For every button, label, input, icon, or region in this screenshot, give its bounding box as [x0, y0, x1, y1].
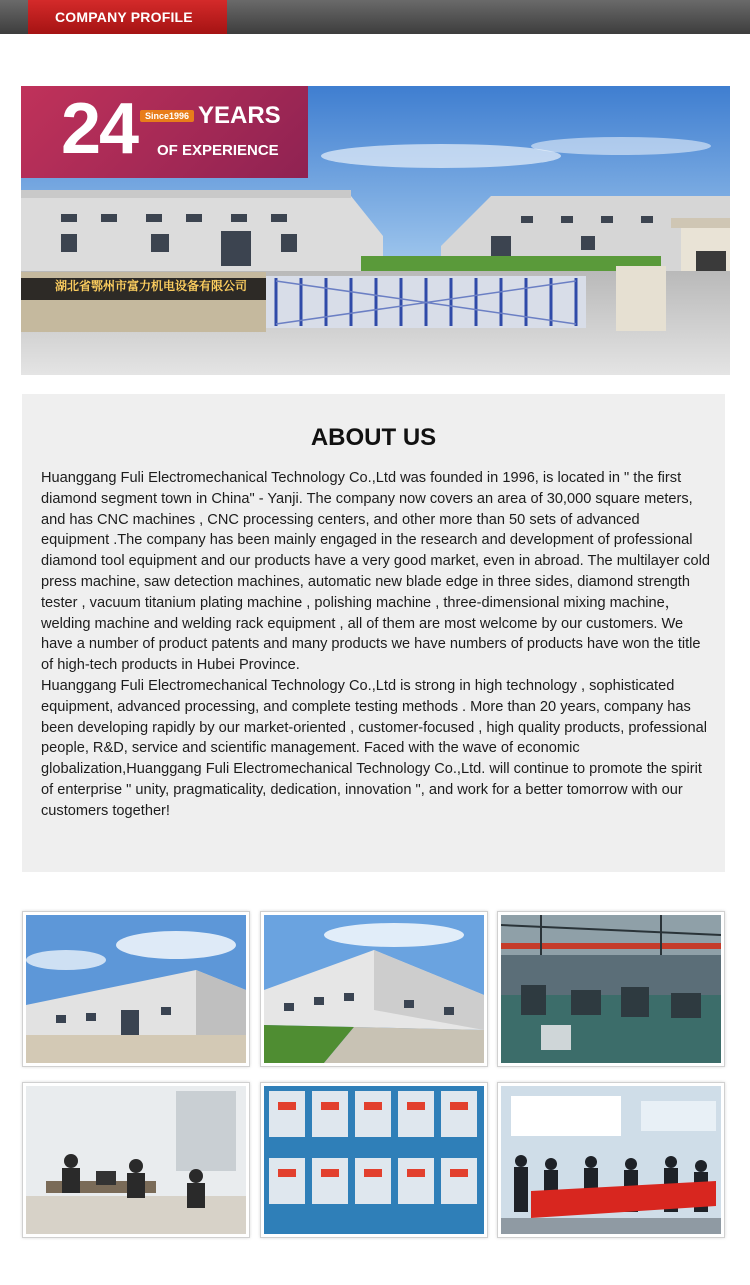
since-label: Since1996	[140, 110, 194, 122]
exhibition-image	[501, 1086, 721, 1234]
factory-banner	[21, 86, 730, 375]
workshop-interior-photo[interactable]	[497, 911, 725, 1067]
factory-side-image	[264, 915, 484, 1063]
machines-image	[264, 1086, 484, 1234]
experience-label: OF EXPERIENCE	[157, 142, 279, 159]
about-us-panel	[22, 394, 725, 872]
about-us-title: ABOUT US	[310, 424, 437, 451]
about-paragraph-1: Huanggang Fuli Electromechanical Technology Co.,Ltd was founded in 1996, is located in " the first diamond segment town in China" - Yanji. The company now covers an area of 30,000 square meters, and has CNC machines , CNC processing centers, and other more than 50 sets of advanced equipment .The company has been mainly engaged in the research and development of professional diamond tool equipment and our products have a very good market, even in abroad. The multilayer cold press machine, saw detection machines, automatic new blade edge in three sides, diamond strength tester , vacuum titanium plating machine , polishing machine , three-dimensional mixing machine， welding machine and welding rack equipment , all of them are most welcome by our customers. We have a number of product patents and many products we have numbers of products have won the title of high-tech products in Hubei Province.	[41, 470, 711, 674]
factory-front-image	[26, 915, 246, 1063]
years-label: YEARS	[198, 102, 281, 129]
factory-building-side-photo[interactable]	[260, 911, 488, 1067]
office-image	[26, 1086, 246, 1234]
experience-badge	[21, 86, 308, 178]
machine-panels-photo[interactable]	[260, 1082, 488, 1238]
exhibition-team-photo[interactable]	[497, 1082, 725, 1238]
workshop-image	[501, 915, 721, 1063]
company-profile-tab[interactable]: COMPANY PROFILE	[28, 0, 227, 34]
office-staff-photo[interactable]	[22, 1082, 250, 1238]
factory-building-front-photo[interactable]	[22, 911, 250, 1067]
years-number: 24	[61, 89, 138, 169]
section-header-bar	[0, 0, 750, 34]
about-us-body	[41, 468, 711, 822]
about-paragraph-2: Huanggang Fuli Electromechanical Technology Co.,Ltd is strong in high technology , sophisticated equipment, advanced processing, and complete testing methods . More than 20 years, company has been developing rapidly by our market-oriented , customer-focused , high quality products, professional people, R&D, service and scientific management. Faced with the wave of economic globalization,Huanggang Fuli Electromechanical Technology Co.,Ltd. will continue to promote the spirit of enterprise " unity, pragmaticality, dedication, innovation ", and work for a better tomorrow with our customers together!	[41, 677, 708, 819]
gate-company-sign: 湖北省鄂州市富力机电设备有限公司	[55, 279, 248, 293]
